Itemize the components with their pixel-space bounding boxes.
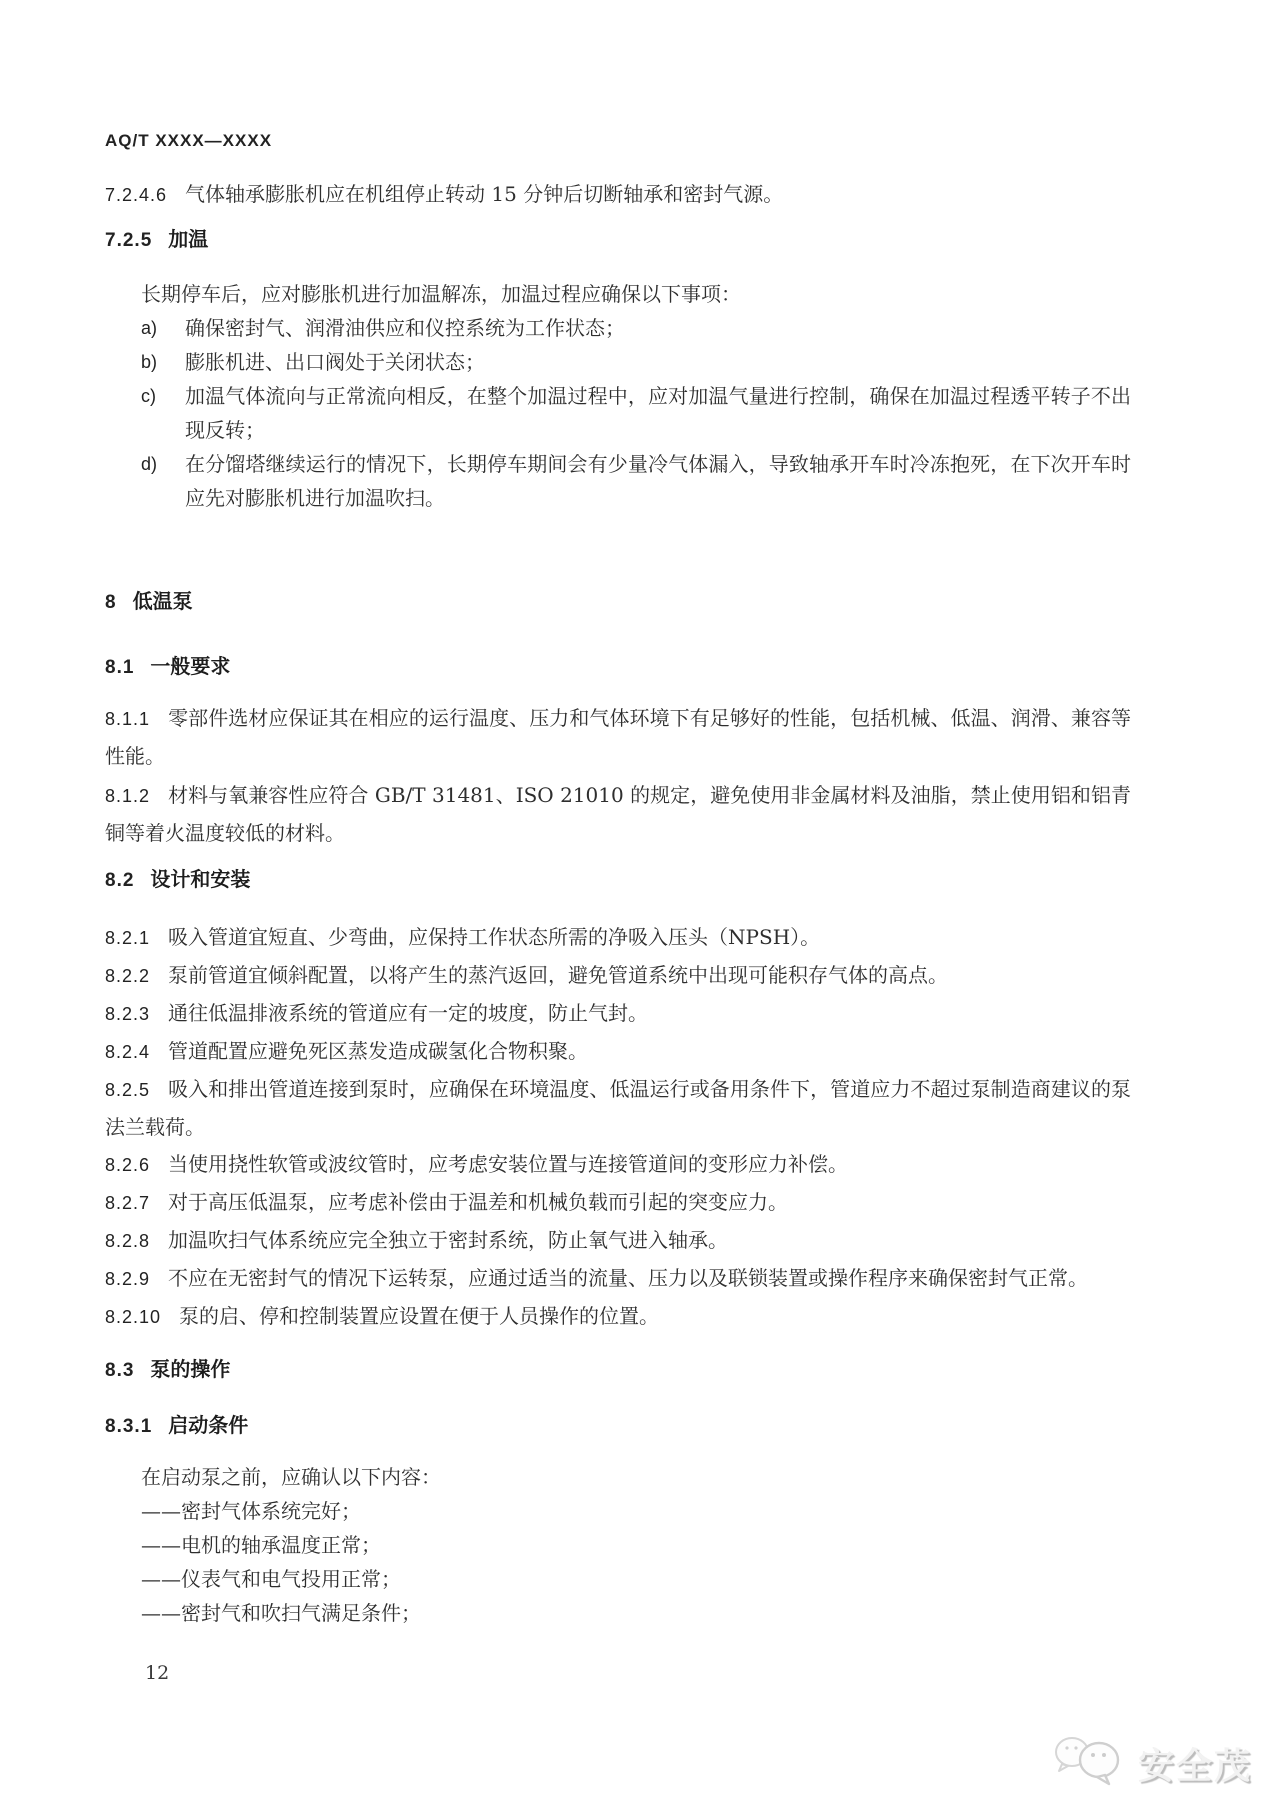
heading-title: 一般要求 xyxy=(150,656,231,678)
heading-number: 8.3 xyxy=(105,1360,135,1381)
clause-text: 零部件选材应保证其在相应的运行温度、压力和气体环境下有足够好的性能，包括机械、低温、润滑、兼容等性能。 xyxy=(105,706,1131,768)
list-item-a xyxy=(105,311,1131,345)
clause-number: 8.2.10 xyxy=(105,1307,162,1327)
brand-watermark-text: 安全茂 xyxy=(1137,1744,1252,1786)
list-text: 确保密封气、润滑油供应和仪控系统为工作状态； xyxy=(185,316,625,340)
clause-text: 加温吹扫气体系统应完全独立于密封系统，防止氧气进入轴承。 xyxy=(168,1228,729,1252)
clause-8-2-4 xyxy=(105,1033,1131,1071)
clause-number: 8.1.2 xyxy=(105,786,151,806)
clause-text: 管道配置应避免死区蒸发造成碳氢化合物积聚。 xyxy=(168,1039,589,1063)
clause-8-2-7 xyxy=(105,1184,1131,1222)
list-marker: b) xyxy=(141,352,158,372)
clause-text: 对于高压低温泵，应考虑补偿由于温差和机械负载而引起的突变应力。 xyxy=(168,1190,789,1214)
heading-title: 加温 xyxy=(168,229,209,251)
clause-text: 不应在无密封气的情况下运转泵，应通过适当的流量、压力以及联锁装置或操作程序来确保密封气正常。 xyxy=(168,1266,1089,1290)
clause-text: 材料与氧兼容性应符合 GB/T 31481、ISO 21010 的规定，避免使用非金属材料及油脂，禁止使用铝和铝青铜等着火温度较低的材料。 xyxy=(105,783,1131,845)
dash-item: ——密封气和吹扫气满足条件； xyxy=(141,1601,421,1625)
heading-number: 8.3.1 xyxy=(105,1416,153,1437)
dash-item: ——仪表气和电气投用正常； xyxy=(141,1567,401,1591)
document-body xyxy=(105,131,1131,1630)
dash-item: ——电机的轴承温度正常； xyxy=(141,1533,381,1557)
clause-text: 当使用挠性软管或波纹管时，应考虑安装位置与连接管道间的变形应力补偿。 xyxy=(168,1152,849,1176)
heading-number: 8.2 xyxy=(105,870,135,891)
clause-7-2-4-6 xyxy=(105,177,1131,212)
list-marker: a) xyxy=(141,318,158,338)
clause-number: 7.2.4.6 xyxy=(105,185,168,205)
clause-8-2-8 xyxy=(105,1222,1131,1260)
heading-title: 泵的操作 xyxy=(150,1359,231,1381)
clause-text: 吸入管道宜短直、少弯曲，应保持工作状态所需的净吸入压头（NPSH）。 xyxy=(168,925,821,949)
heading-7-2-5 xyxy=(105,226,1131,255)
heading-8-3 xyxy=(105,1356,1131,1385)
heading-8-1 xyxy=(105,653,1131,682)
clause-text: 泵前管道宜倾斜配置，以将产生的蒸汽返回，避免管道系统中出现可能积存气体的高点。 xyxy=(168,963,949,987)
clause-number: 8.2.4 xyxy=(105,1042,151,1062)
clause-8-2-9 xyxy=(105,1260,1131,1298)
clause-8-2-3 xyxy=(105,995,1131,1033)
clause-8-2-1 xyxy=(105,919,1131,957)
heading-8 xyxy=(105,588,1131,617)
list-item-d xyxy=(105,447,1131,515)
clause-number: 8.2.8 xyxy=(105,1231,151,1251)
list-marker: d) xyxy=(141,454,158,474)
clause-8-1-2 xyxy=(105,777,1131,852)
heading-number: 7.2.5 xyxy=(105,230,153,251)
clause-text: 吸入和排出管道连接到泵时，应确保在环境温度、低温运行或备用条件下，管道应力不超过泵制造商建议的泵法兰载荷。 xyxy=(105,1077,1131,1139)
clause-text: 泵的启、停和控制装置应设置在便于人员操作的位置。 xyxy=(179,1304,660,1328)
clause-number: 8.2.3 xyxy=(105,1004,151,1024)
dash-list xyxy=(105,1494,1131,1630)
para-7-2-5-intro: 长期停车后，应对膨胀机进行加温解冻，加温过程应确保以下事项： xyxy=(141,282,741,306)
clause-8-2-6 xyxy=(105,1146,1131,1184)
heading-8-2 xyxy=(105,866,1131,895)
clause-number: 8.2.1 xyxy=(105,928,151,948)
clause-number: 8.2.6 xyxy=(105,1155,151,1175)
heading-title: 低温泵 xyxy=(132,591,193,613)
clause-number: 8.1.1 xyxy=(105,709,151,729)
clause-8-2-2 xyxy=(105,957,1131,995)
heading-number: 8.1 xyxy=(105,657,135,678)
list-text: 膨胀机进、出口阀处于关闭状态； xyxy=(185,350,485,374)
clause-number: 8.2.9 xyxy=(105,1269,151,1289)
brand-watermark xyxy=(1050,1735,1252,1791)
para-8-3-1-intro: 在启动泵之前，应确认以下内容： xyxy=(141,1465,441,1489)
clause-text: 通往低温排液系统的管道应有一定的坡度，防止气封。 xyxy=(168,1001,649,1025)
page-number: 12 xyxy=(145,1662,170,1684)
list-marker: c) xyxy=(141,386,156,406)
clause-number: 8.2.5 xyxy=(105,1080,151,1100)
clause-number: 8.2.7 xyxy=(105,1193,151,1213)
clause-8-2-5 xyxy=(105,1071,1131,1146)
heading-8-3-1 xyxy=(105,1412,1131,1441)
clause-8-1-1 xyxy=(105,700,1131,775)
doc-code-header: AQ/T XXXX—XXXX xyxy=(105,131,273,150)
heading-number: 8 xyxy=(105,592,117,613)
wechat-bubbles-icon xyxy=(1050,1735,1128,1791)
list-text: 在分馏塔继续运行的情况下，长期停车期间会有少量冷气体漏入，导致轴承开车时冷冻抱死，在下次开车时应先对膨胀机进行加温吹扫。 xyxy=(185,452,1131,510)
list-text: 加温气体流向与正常流向相反，在整个加温过程中，应对加温气量进行控制，确保在加温过程透平转子不出现反转； xyxy=(185,384,1131,442)
dash-item: ——密封气体系统完好； xyxy=(141,1499,361,1523)
heading-title: 启动条件 xyxy=(168,1415,249,1437)
heading-title: 设计和安装 xyxy=(150,869,251,891)
list-item-c xyxy=(105,379,1131,447)
list-item-b xyxy=(105,345,1131,379)
clause-number: 8.2.2 xyxy=(105,966,151,986)
clause-8-2-10 xyxy=(105,1298,1131,1336)
list-7-2-5 xyxy=(105,311,1131,515)
clause-text: 气体轴承膨胀机应在机组停止转动 15 分钟后切断轴承和密封气源。 xyxy=(185,182,784,206)
